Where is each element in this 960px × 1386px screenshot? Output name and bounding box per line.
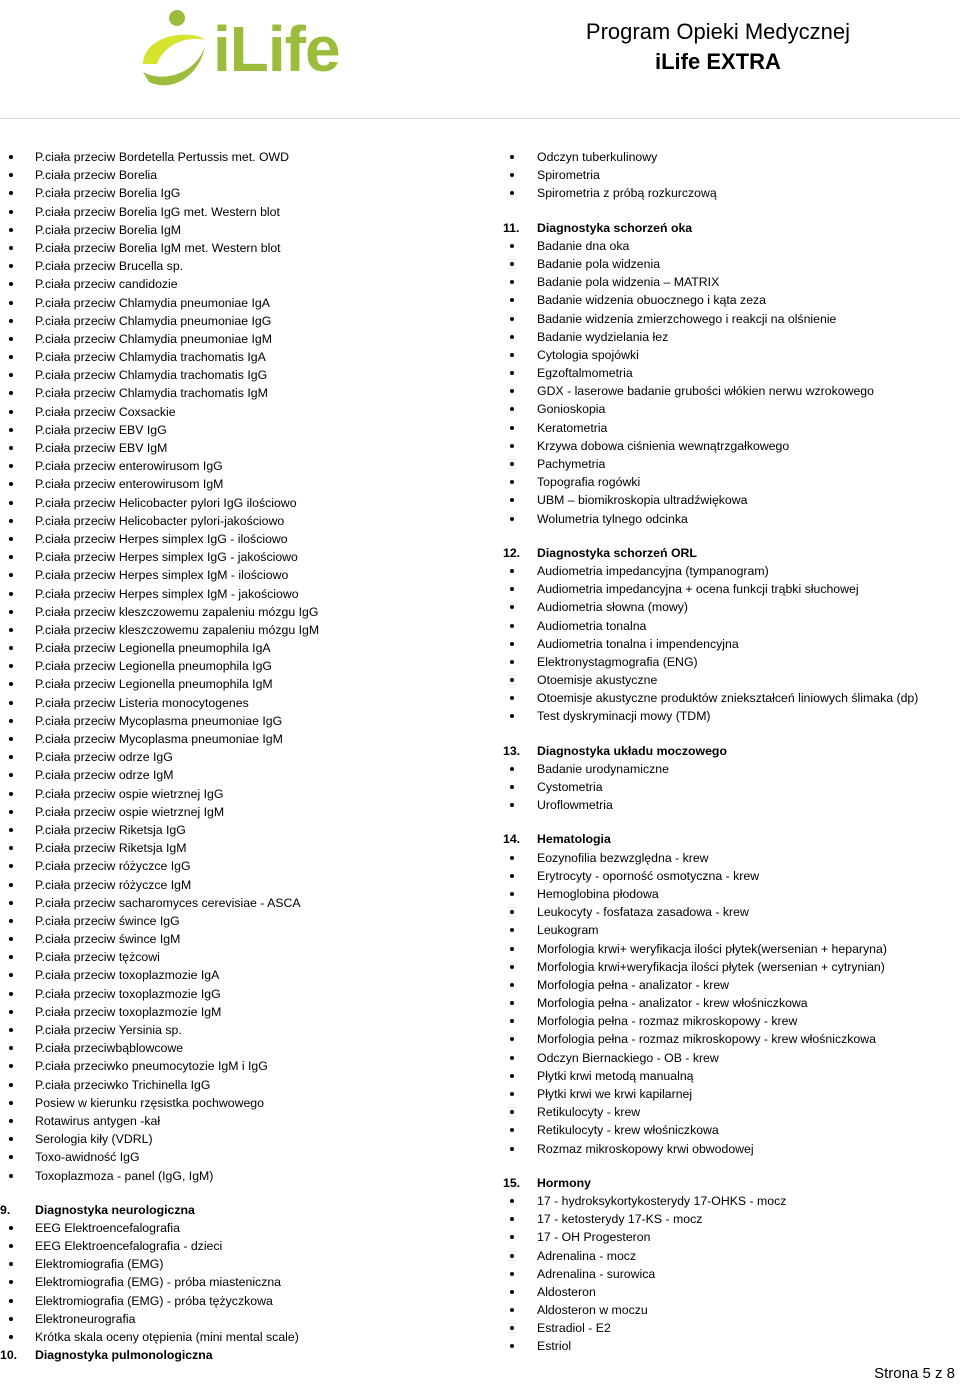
list-item: Morfologia pełna - rozmaz mikroskopowy - krew włośniczkowa <box>503 1030 960 1048</box>
list-item: P.ciała przeciw kleszczowemu zapaleniu mózgu IgM <box>0 621 480 639</box>
section-gap <box>0 1185 480 1201</box>
list-item: P.ciała przeciw odrze IgG <box>0 748 480 766</box>
test-list <box>503 1192 960 1356</box>
list-item: Estriol <box>503 1337 960 1355</box>
list-item: Leukogram <box>503 921 960 939</box>
list-item: P.ciała przeciw ospie wietrznej IgM <box>0 803 480 821</box>
list-item: P.ciała przeciw Riketsja IgM <box>0 839 480 857</box>
list-item: Aldosteron w moczu <box>503 1301 960 1319</box>
section-heading-12 <box>503 544 960 562</box>
list-item: Gonioskopia <box>503 400 960 418</box>
list-item: P.ciała przeciwko Trichinella IgG <box>0 1076 480 1094</box>
list-item: P.ciała przeciw Mycoplasma pneumoniae IgG <box>0 712 480 730</box>
ilife-logo-icon <box>135 2 215 97</box>
section-number: 10. <box>0 1348 18 1363</box>
test-list <box>0 148 480 1185</box>
list-item: Hemoglobina płodowa <box>503 885 960 903</box>
list-item: P.ciała przeciw Coxsackie <box>0 403 480 421</box>
list-item: P.ciała przeciw Riketsja IgG <box>0 821 480 839</box>
orl-diagnostics-list <box>503 562 960 726</box>
section-heading-15 <box>503 1174 960 1192</box>
list-item: Posiew w kierunku rzęsistka pochwowego <box>0 1094 480 1112</box>
list-item: EEG Elektroencefalografia - dzieci <box>0 1237 480 1255</box>
list-item: Krzywa dobowa ciśnienia wewnątrzgałkowego <box>503 437 960 455</box>
section-gap <box>503 1158 960 1174</box>
list-item: Morfologia pełna - analizator - krew <box>503 976 960 994</box>
program-title <box>586 18 850 78</box>
list-item: P.ciała przeciw candidozie <box>0 275 480 293</box>
section-heading-9 <box>0 1201 480 1219</box>
test-list <box>503 148 960 203</box>
section-title: Hematologia <box>537 832 611 847</box>
list-item: Adrenalina - surowica <box>503 1265 960 1283</box>
list-item: P.ciała przeciw Helicobacter pylori-jakościowo <box>0 512 480 530</box>
section-gap <box>503 203 960 219</box>
urology-list <box>503 760 960 815</box>
list-item: Elektroneurografia <box>0 1310 480 1328</box>
eye-diagnostics-list <box>503 237 960 528</box>
list-item: P.ciała przeciw Yersinia sp. <box>0 1021 480 1039</box>
list-item: 17 - hydroksykortykosterydy 17-OHKS - mocz <box>503 1192 960 1210</box>
right-column <box>503 148 960 1356</box>
logo-wordmark: iLife <box>213 13 340 85</box>
section-gap <box>503 528 960 544</box>
list-item: P.ciała przeciw tężcowi <box>0 948 480 966</box>
list-item: Morfologia pełna - analizator - krew włośniczkowa <box>503 994 960 1012</box>
list-item: P.ciała przeciw enterowirusom IgM <box>0 475 480 493</box>
list-item: P.ciała przeciw Legionella pneumophila IgM <box>0 675 480 693</box>
list-item: Pachymetria <box>503 455 960 473</box>
list-item: UBM – biomikroskopia ultradźwiękowa <box>503 491 960 509</box>
pulmonology-list <box>503 148 960 203</box>
list-item: P.ciała przeciw Legionella pneumophila IgA <box>0 639 480 657</box>
neurology-list <box>0 1219 480 1346</box>
test-list <box>503 237 960 528</box>
section-title: Diagnostyka schorzeń ORL <box>537 545 697 560</box>
list-item: Aldosteron <box>503 1283 960 1301</box>
list-item: GDX - laserowe badanie grubości włókien nerwu wzrokowego <box>503 382 960 400</box>
list-item: P.ciała przeciw ospie wietrznej IgG <box>0 785 480 803</box>
list-item: P.ciała przeciw Borelia <box>0 166 480 184</box>
list-item: P.ciała przeciw Chlamydia pneumoniae IgG <box>0 312 480 330</box>
list-item: P.ciała przeciw Borelia IgM <box>0 221 480 239</box>
list-item: P.ciała przeciwko pneumocytozie IgM i IgG <box>0 1057 480 1075</box>
list-item: P.ciała przeciwbąblowcowe <box>0 1039 480 1057</box>
list-item: P.ciała przeciw Listeria monocytogenes <box>0 694 480 712</box>
list-item: Leukocyty - fosfataza zasadowa - krew <box>503 903 960 921</box>
list-item: P.ciała przeciw enterowirusom IgG <box>0 457 480 475</box>
program-title-line2: iLife EXTRA <box>654 49 781 74</box>
list-item: Serologia kiły (VDRL) <box>0 1130 480 1148</box>
list-item: Rozmaz mikroskopowy krwi obwodowej <box>503 1140 960 1158</box>
list-item: P.ciała przeciw Borelia IgM met. Western blot <box>0 239 480 257</box>
list-item: P.ciała przeciw Chlamydia trachomatis IgM <box>0 384 480 402</box>
list-item: Płytki krwi we krwi kapilarnej <box>503 1085 960 1103</box>
section-number: 11. <box>503 220 520 235</box>
list-item: Elektromiografia (EMG) <box>0 1255 480 1273</box>
hematology-list <box>503 849 960 1158</box>
list-item: Toxoplazmoza - panel (IgG, IgM) <box>0 1167 480 1185</box>
section-gap <box>503 814 960 830</box>
header-divider <box>0 118 960 119</box>
list-item: Morfologia krwi+ weryfikacja ilości płytek(wersenian + heparyna) <box>503 940 960 958</box>
list-item: Otoemisje akustyczne produktów zniekształceń liniowych ślimaka (dp) <box>503 689 960 707</box>
section-title: Diagnostyka neurologiczna <box>35 1202 195 1217</box>
section-heading-13 <box>503 742 960 760</box>
list-item: P.ciała przeciw różyczce IgG <box>0 857 480 875</box>
list-item: P.ciała przeciw Legionella pneumophila IgG <box>0 657 480 675</box>
list-item: P.ciała przeciw sacharomyces cerevisiae - ASCA <box>0 894 480 912</box>
list-item: P.ciała przeciw Chlamydia pneumoniae IgM <box>0 330 480 348</box>
list-item: Elektromiografia (EMG) - próba miasteniczna <box>0 1273 480 1291</box>
list-item: P.ciała przeciw Herpes simplex IgM - ilościowo <box>0 566 480 584</box>
list-item: Audiometria tonalna <box>503 617 960 635</box>
section-title: Diagnostyka układu moczowego <box>537 743 727 758</box>
ilife-logo <box>135 2 350 97</box>
section-number: 13. <box>503 743 521 758</box>
list-item: Audiometria impedancyjna + ocena funkcji trąbki słuchowej <box>503 580 960 598</box>
section-heading-10 <box>0 1346 480 1364</box>
list-item: P.ciała przeciw Chlamydia pneumoniae IgA <box>0 294 480 312</box>
list-item: Odczyn tuberkulinowy <box>503 148 960 166</box>
list-item: P.ciała przeciw EBV IgG <box>0 421 480 439</box>
list-item: P.ciała przeciw Borelia IgG met. Western blot <box>0 203 480 221</box>
program-title-line1: Program Opieki Medycznej <box>585 19 850 44</box>
left-column <box>0 148 480 1364</box>
list-item: EEG Elektroencefalografia <box>0 1219 480 1237</box>
list-item: Morfologia krwi+weryfikacja ilości płytek (wersenian + cytrynian) <box>503 958 960 976</box>
list-item: Rotawirus antygen -kał <box>0 1112 480 1130</box>
list-item: Wolumetria tylnego odcinka <box>503 510 960 528</box>
list-item: Retikulocyty - krew włośniczkowa <box>503 1121 960 1139</box>
list-item: Retikulocyty - krew <box>503 1103 960 1121</box>
test-list <box>503 562 960 726</box>
list-item: P.ciała przeciw Helicobacter pylori IgG ilościowo <box>0 494 480 512</box>
list-item: Elektromiografia (EMG) - próba tężyczkowa <box>0 1292 480 1310</box>
list-item: Badanie wydzielania łez <box>503 328 960 346</box>
section-number: 12. <box>503 545 521 560</box>
list-item: P.ciała przeciw Bordetella Pertussis met. OWD <box>0 148 480 166</box>
list-item: P.ciała przeciw śwince IgM <box>0 930 480 948</box>
section-heading-14 <box>503 830 960 848</box>
list-item: Uroflowmetria <box>503 796 960 814</box>
antibody-tests-list <box>0 148 480 1185</box>
hormones-list <box>503 1192 960 1356</box>
section-title: Hormony <box>537 1175 591 1190</box>
list-item: P.ciała przeciw Herpes simplex IgG - jakościowo <box>0 548 480 566</box>
section-number: 9. <box>0 1202 11 1217</box>
list-item: Otoemisje akustyczne <box>503 671 960 689</box>
list-item: P.ciała przeciw Herpes simplex IgM - jakościowo <box>0 585 480 603</box>
section-gap <box>503 726 960 742</box>
list-item: Keratometria <box>503 419 960 437</box>
list-item: P.ciała przeciw Borelia IgG <box>0 184 480 202</box>
list-item: Morfologia pełna - rozmaz mikroskopowy - krew <box>503 1012 960 1030</box>
list-item: 17 - OH Progesteron <box>503 1228 960 1246</box>
test-list <box>503 760 960 815</box>
list-item: Badanie widzenia zmierzchowego i reakcji na olśnienie <box>503 310 960 328</box>
list-item: Eozynofilia bezwzględna - krew <box>503 849 960 867</box>
page-number: Strona 5 z 8 <box>874 1365 955 1382</box>
list-item: P.ciała przeciw Herpes simplex IgG - ilościowo <box>0 530 480 548</box>
section-number: 15. <box>503 1175 521 1190</box>
list-item: Toxo-awidność IgG <box>0 1148 480 1166</box>
test-list <box>503 849 960 1158</box>
list-item: Cystometria <box>503 778 960 796</box>
list-item: Spirometria <box>503 166 960 184</box>
list-item: Krótka skala oceny otępienia (mini mental scale) <box>0 1328 480 1346</box>
list-item: Audiometria impedancyjna (tympanogram) <box>503 562 960 580</box>
list-item: Audiometria słowna (mowy) <box>503 598 960 616</box>
list-item: P.ciała przeciw Brucella sp. <box>0 257 480 275</box>
list-item: Badanie pola widzenia <box>503 255 960 273</box>
section-number: 14. <box>503 832 521 847</box>
list-item: Estradiol - E2 <box>503 1319 960 1337</box>
list-item: Elektronystagmografia (ENG) <box>503 653 960 671</box>
list-item: Topografia rogówki <box>503 473 960 491</box>
list-item: Spirometria z próbą rozkurczową <box>503 184 960 202</box>
list-item: Erytrocyty - oporność osmotyczna - krew <box>503 867 960 885</box>
list-item: 17 - ketosterydy 17-KS - mocz <box>503 1210 960 1228</box>
list-item: Płytki krwi metodą manualną <box>503 1067 960 1085</box>
list-item: Egzoftalmometria <box>503 364 960 382</box>
section-title: Diagnostyka pulmonologiczna <box>35 1348 213 1363</box>
list-item: P.ciała przeciw Mycoplasma pneumoniae IgM <box>0 730 480 748</box>
list-item: Badanie pola widzenia – MATRIX <box>503 273 960 291</box>
list-item: Badanie dna oka <box>503 237 960 255</box>
list-item: P.ciała przeciw Chlamydia trachomatis IgG <box>0 366 480 384</box>
list-item: Odczyn Biernackiego - OB - krew <box>503 1049 960 1067</box>
list-item: Audiometria tonalna i impendencyjna <box>503 635 960 653</box>
list-item: Cytologia spojówki <box>503 346 960 364</box>
list-item: Test dyskryminacji mowy (TDM) <box>503 707 960 725</box>
list-item: P.ciała przeciw odrze IgM <box>0 766 480 784</box>
section-heading-11 <box>503 219 960 237</box>
section-title: Diagnostyka schorzeń oka <box>537 220 693 235</box>
list-item: Badanie widzenia obuocznego i kąta zeza <box>503 291 960 309</box>
list-item: P.ciała przeciw toxoplazmozie IgA <box>0 966 480 984</box>
list-item: P.ciała przeciw Chlamydia trachomatis IgA <box>0 348 480 366</box>
list-item: P.ciała przeciw kleszczowemu zapaleniu mózgu IgG <box>0 603 480 621</box>
test-list <box>0 1219 480 1346</box>
list-item: P.ciała przeciw toxoplazmozie IgM <box>0 1003 480 1021</box>
list-item: P.ciała przeciw śwince IgG <box>0 912 480 930</box>
list-item: P.ciała przeciw EBV IgM <box>0 439 480 457</box>
list-item: P.ciała przeciw różyczce IgM <box>0 876 480 894</box>
list-item: Adrenalina - mocz <box>503 1247 960 1265</box>
page-header <box>0 0 960 110</box>
list-item: P.ciała przeciw toxoplazmozie IgG <box>0 985 480 1003</box>
list-item: Badanie urodynamiczne <box>503 760 960 778</box>
